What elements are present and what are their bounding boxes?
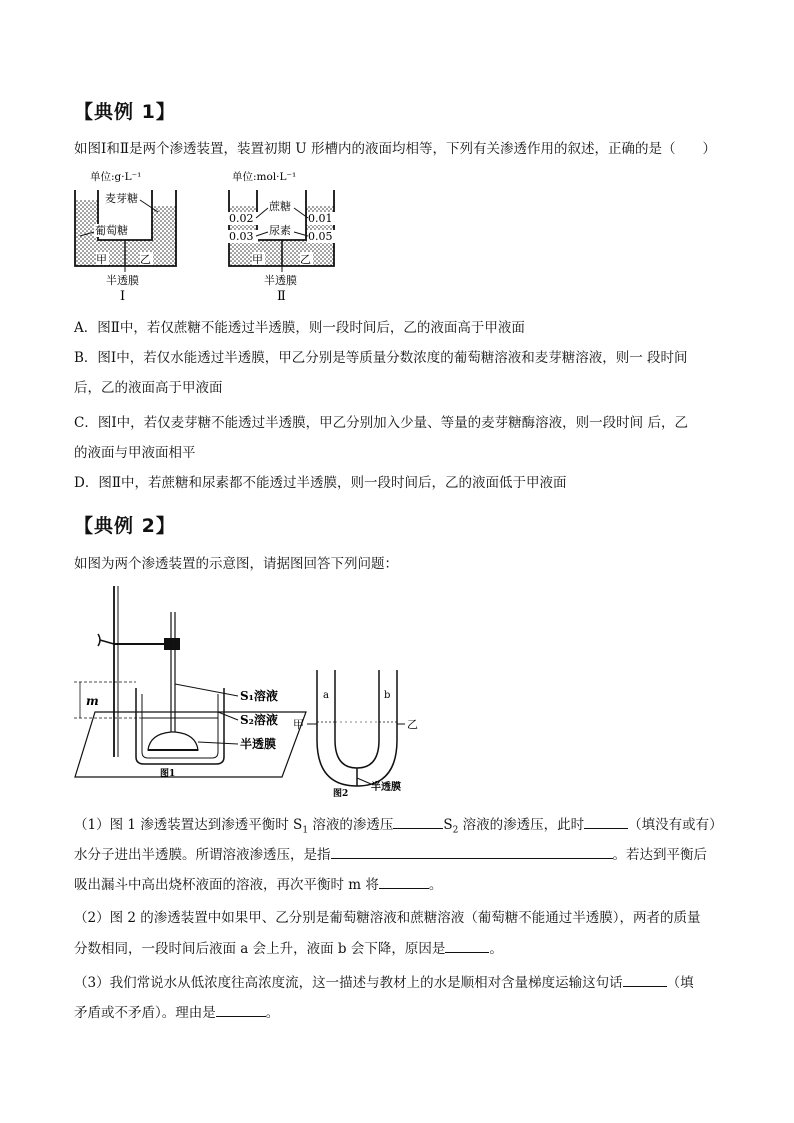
- q1-text-a: （1）图 1 渗透装置达到渗透平衡时 S: [74, 817, 303, 833]
- fig1-unit-label: 单位:g·L⁻¹: [90, 171, 142, 183]
- question-3-line2: [74, 1002, 279, 1023]
- fig2-numeral: Ⅱ: [277, 289, 286, 304]
- q1-blank-3[interactable]: [331, 844, 613, 859]
- q1-text-e: （填没有或有）: [628, 817, 723, 833]
- question-3-line1: [74, 972, 694, 993]
- beaker-apparatus-figure: [70, 582, 315, 782]
- question-1-line1: [74, 814, 723, 841]
- fig-b-caption: 图2: [333, 789, 349, 799]
- s1-solution-label: S₁溶液: [240, 689, 278, 703]
- q3-blank-2[interactable]: [216, 1002, 266, 1017]
- example1-question: 如图Ⅰ和Ⅱ是两个渗透装置，装置初期 U 形槽内的液面均相等，下列有关渗透作用的叙述，正确的是（ ）: [74, 141, 716, 157]
- u-tube-right-label: 乙: [407, 718, 418, 731]
- option-b-line1: B．图Ⅰ中，若仅水能透过半透膜，甲乙分别是等质量分数浓度的葡萄糖溶液和麦芽糖溶液，则一 段时间: [74, 350, 688, 366]
- q1-blank-2[interactable]: [584, 814, 628, 829]
- q1-text-i: 。: [428, 877, 443, 893]
- question-1-line3: [74, 874, 442, 895]
- fig2-left-bottom-value: 0.03: [229, 230, 254, 243]
- fig1-maltose-label: 麦芽糖: [105, 192, 138, 205]
- m-label: m: [86, 694, 99, 708]
- fig2-sucrose-label: 蔗糖: [269, 200, 291, 213]
- example1-heading: 【典例 1】: [74, 101, 176, 123]
- question-1-line2: [74, 844, 707, 865]
- q1-text-g: 。若达到平衡后: [612, 847, 707, 863]
- fig1-left-label: 甲: [96, 253, 107, 266]
- fig1-numeral: Ⅰ: [120, 289, 126, 304]
- q3-text-d: 。: [265, 1005, 280, 1021]
- q1-text-d: 溶液的渗透压，此时: [458, 817, 585, 833]
- fig-a-membrane-label: 半透膜: [240, 737, 277, 751]
- fig1-glucose-label: 葡萄糖: [95, 224, 128, 237]
- fig2-right-bottom-value: 0.05: [308, 230, 333, 243]
- u-tube-b-label: b: [384, 690, 391, 701]
- q1-text-b: 溶液的渗透压: [308, 817, 394, 833]
- fig1-right-label: 乙: [140, 253, 151, 266]
- example2-intro: 如图为两个渗透装置的示意图，请据图回答下列问题：: [74, 556, 398, 572]
- fig-b-membrane-label: 半透膜: [371, 782, 401, 793]
- fig2-membrane-label: 半透膜: [264, 274, 297, 287]
- fig2-right-top-value: 0.01: [308, 212, 333, 225]
- q1-sub1: 1: [302, 825, 309, 836]
- option-a: A．图Ⅱ中，若仅蔗糖不能透过半透膜，则一段时间后，乙的液面高于甲液面: [74, 320, 525, 336]
- option-b-line2: 后，乙的液面高于甲液面: [74, 380, 223, 396]
- s2-solution-label: S₂溶液: [240, 713, 278, 727]
- u-tube-left-label: 甲: [293, 718, 304, 731]
- q2-blank[interactable]: [445, 938, 489, 953]
- option-c-line2: 的液面与甲液面相平: [74, 445, 196, 461]
- option-d: D．图Ⅱ中，若蔗糖和尿素都不能透过半透膜，则一段时间后，乙的液面低于甲液面: [74, 475, 567, 491]
- u-tube-figure: [293, 668, 425, 799]
- q1-sub2: 2: [452, 825, 459, 836]
- option-c-line1: C．图Ⅰ中，若仅麦芽糖不能透过半透膜，甲乙分别加入少量、等量的麦芽糖酶溶液，则一段时间 后，乙: [74, 415, 688, 431]
- q2-text-b: 。: [489, 941, 503, 957]
- example2-heading: 【典例 2】: [74, 515, 176, 537]
- question-2-line1: （2）图 2 的渗透装置中如果甲、乙分别是葡萄糖溶液和蔗糖溶液（葡萄糖不能通过半透膜），两者的质量: [74, 910, 701, 926]
- fig2-unit-label: 单位:mol·L⁻¹: [232, 171, 297, 183]
- q1-blank-4[interactable]: [379, 874, 429, 889]
- q3-text-c: 矛盾或不矛盾）。理由是: [74, 1005, 216, 1021]
- fig2-left-label: 甲: [252, 253, 263, 266]
- fig-a-caption: 图1: [160, 769, 176, 779]
- q3-text-b: （填: [666, 975, 694, 991]
- fig1-membrane-label: 半透膜: [106, 274, 139, 287]
- fig2-right-label: 乙: [300, 253, 311, 266]
- q1-text-f: 水分子进出半透膜。所谓溶液渗透压，是指: [74, 847, 331, 863]
- osmosis-figure-2: [222, 168, 347, 303]
- fig2-urea-label: 尿素: [269, 224, 291, 237]
- q1-text-h: 吸出漏斗中高出烧杯液面的溶液，再次平衡时 m 将: [74, 877, 379, 893]
- q1-text-c: S: [443, 817, 453, 833]
- q3-blank-1[interactable]: [623, 972, 667, 987]
- osmosis-figure-1: [68, 168, 193, 303]
- q1-blank-1[interactable]: [393, 814, 443, 829]
- question-2-line2: [74, 938, 503, 959]
- q2-text-a: 分数相同，一段时间后液面 a 会上升，液面 b 会下降，原因是: [74, 941, 446, 957]
- q3-text-a: （3）我们常说水从低浓度往高浓度流，这一描述与教材上的水是顺相对含量梯度运输这句话: [74, 975, 623, 991]
- fig2-left-top-value: 0.02: [229, 212, 254, 225]
- u-tube-a-label: a: [323, 690, 329, 701]
